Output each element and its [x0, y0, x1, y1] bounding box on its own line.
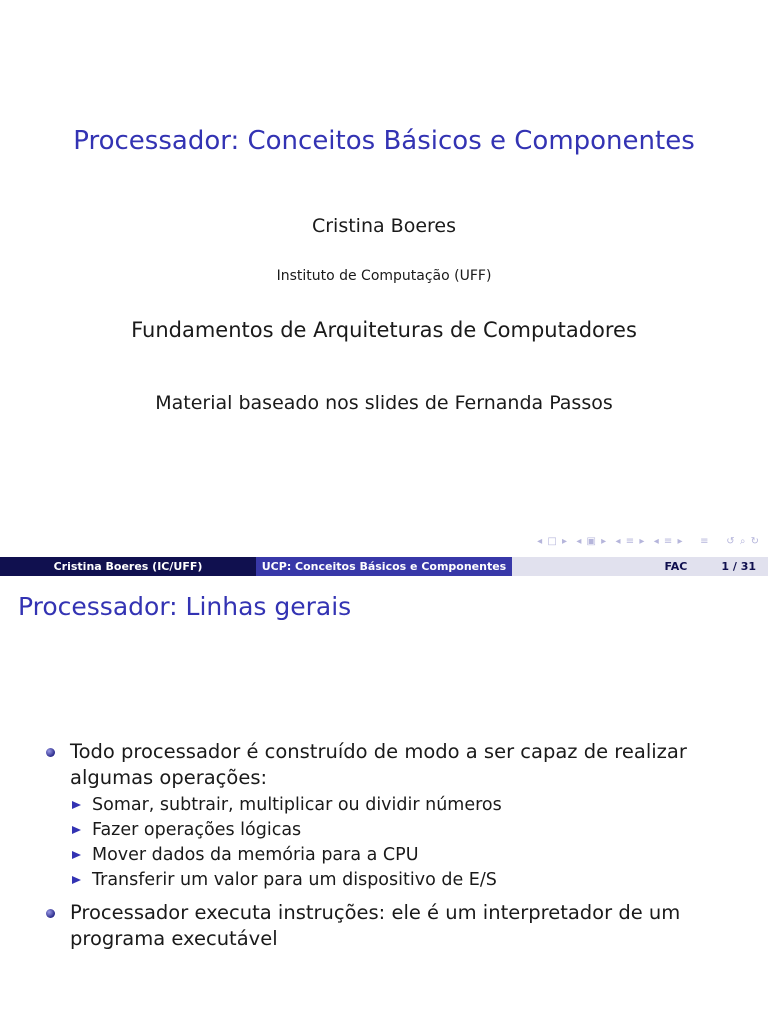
presentation-title: Processador: Conceitos Básicos e Componentes [73, 126, 695, 156]
course-name: Fundamentos de Arquiteturas de Computadores [131, 318, 637, 342]
list-item [70, 868, 746, 893]
sub-bullet-text: Mover dados da memória para a CPU [92, 845, 419, 865]
author-name: Cristina Boeres [311, 215, 457, 237]
list-item [70, 793, 746, 818]
sub-bullet-text: Fazer operações lógicas [92, 820, 302, 840]
triangle-bullet-icon [72, 801, 81, 809]
footer-author: Cristina Boeres (IC/UFF) [0, 557, 256, 576]
bullet-ball-icon [46, 748, 55, 757]
list-item [46, 739, 746, 893]
bullet-text: Todo processador é construído de modo a ser capaz de realizar algumas operações: [70, 740, 687, 789]
sub-bullet-text: Somar, subtrair, multiplicar ou dividir números [92, 795, 502, 815]
triangle-bullet-icon [72, 876, 81, 884]
frame-title: Processador: Linhas gerais [18, 592, 352, 621]
bullet-text: Processador executa instruções: ele é um interpretador de um programa executável [70, 901, 681, 950]
sub-bullet-text: Transferir um valor para um dispositivo de E/S [92, 870, 497, 890]
footer-page-number: 1 / 31 [721, 560, 756, 573]
sub-bullet-list [70, 793, 746, 893]
list-item [70, 818, 746, 843]
triangle-bullet-icon [72, 826, 81, 834]
content-slide [0, 576, 768, 1024]
list-item [70, 843, 746, 868]
footer-title: UCP: Conceitos Básicos e Componentes [256, 557, 512, 576]
list-item [46, 900, 746, 952]
triangle-bullet-icon [72, 851, 81, 859]
footer-right [512, 557, 768, 576]
beamer-navigation-icons[interactable]: ◂ □ ▸ ◂ ▣ ▸ ◂ ≡ ▸ ◂ ≡ ▸ ≡ ↺ ⌕ ↻ [537, 536, 760, 547]
bullet-list [46, 739, 746, 959]
bullet-ball-icon [46, 909, 55, 918]
footer-short-title: FAC [664, 560, 688, 573]
footline [0, 557, 768, 576]
material-credit: Material baseado nos slides de Fernanda Passos [155, 392, 613, 414]
institute-name: Instituto de Computação (UFF) [276, 268, 492, 284]
